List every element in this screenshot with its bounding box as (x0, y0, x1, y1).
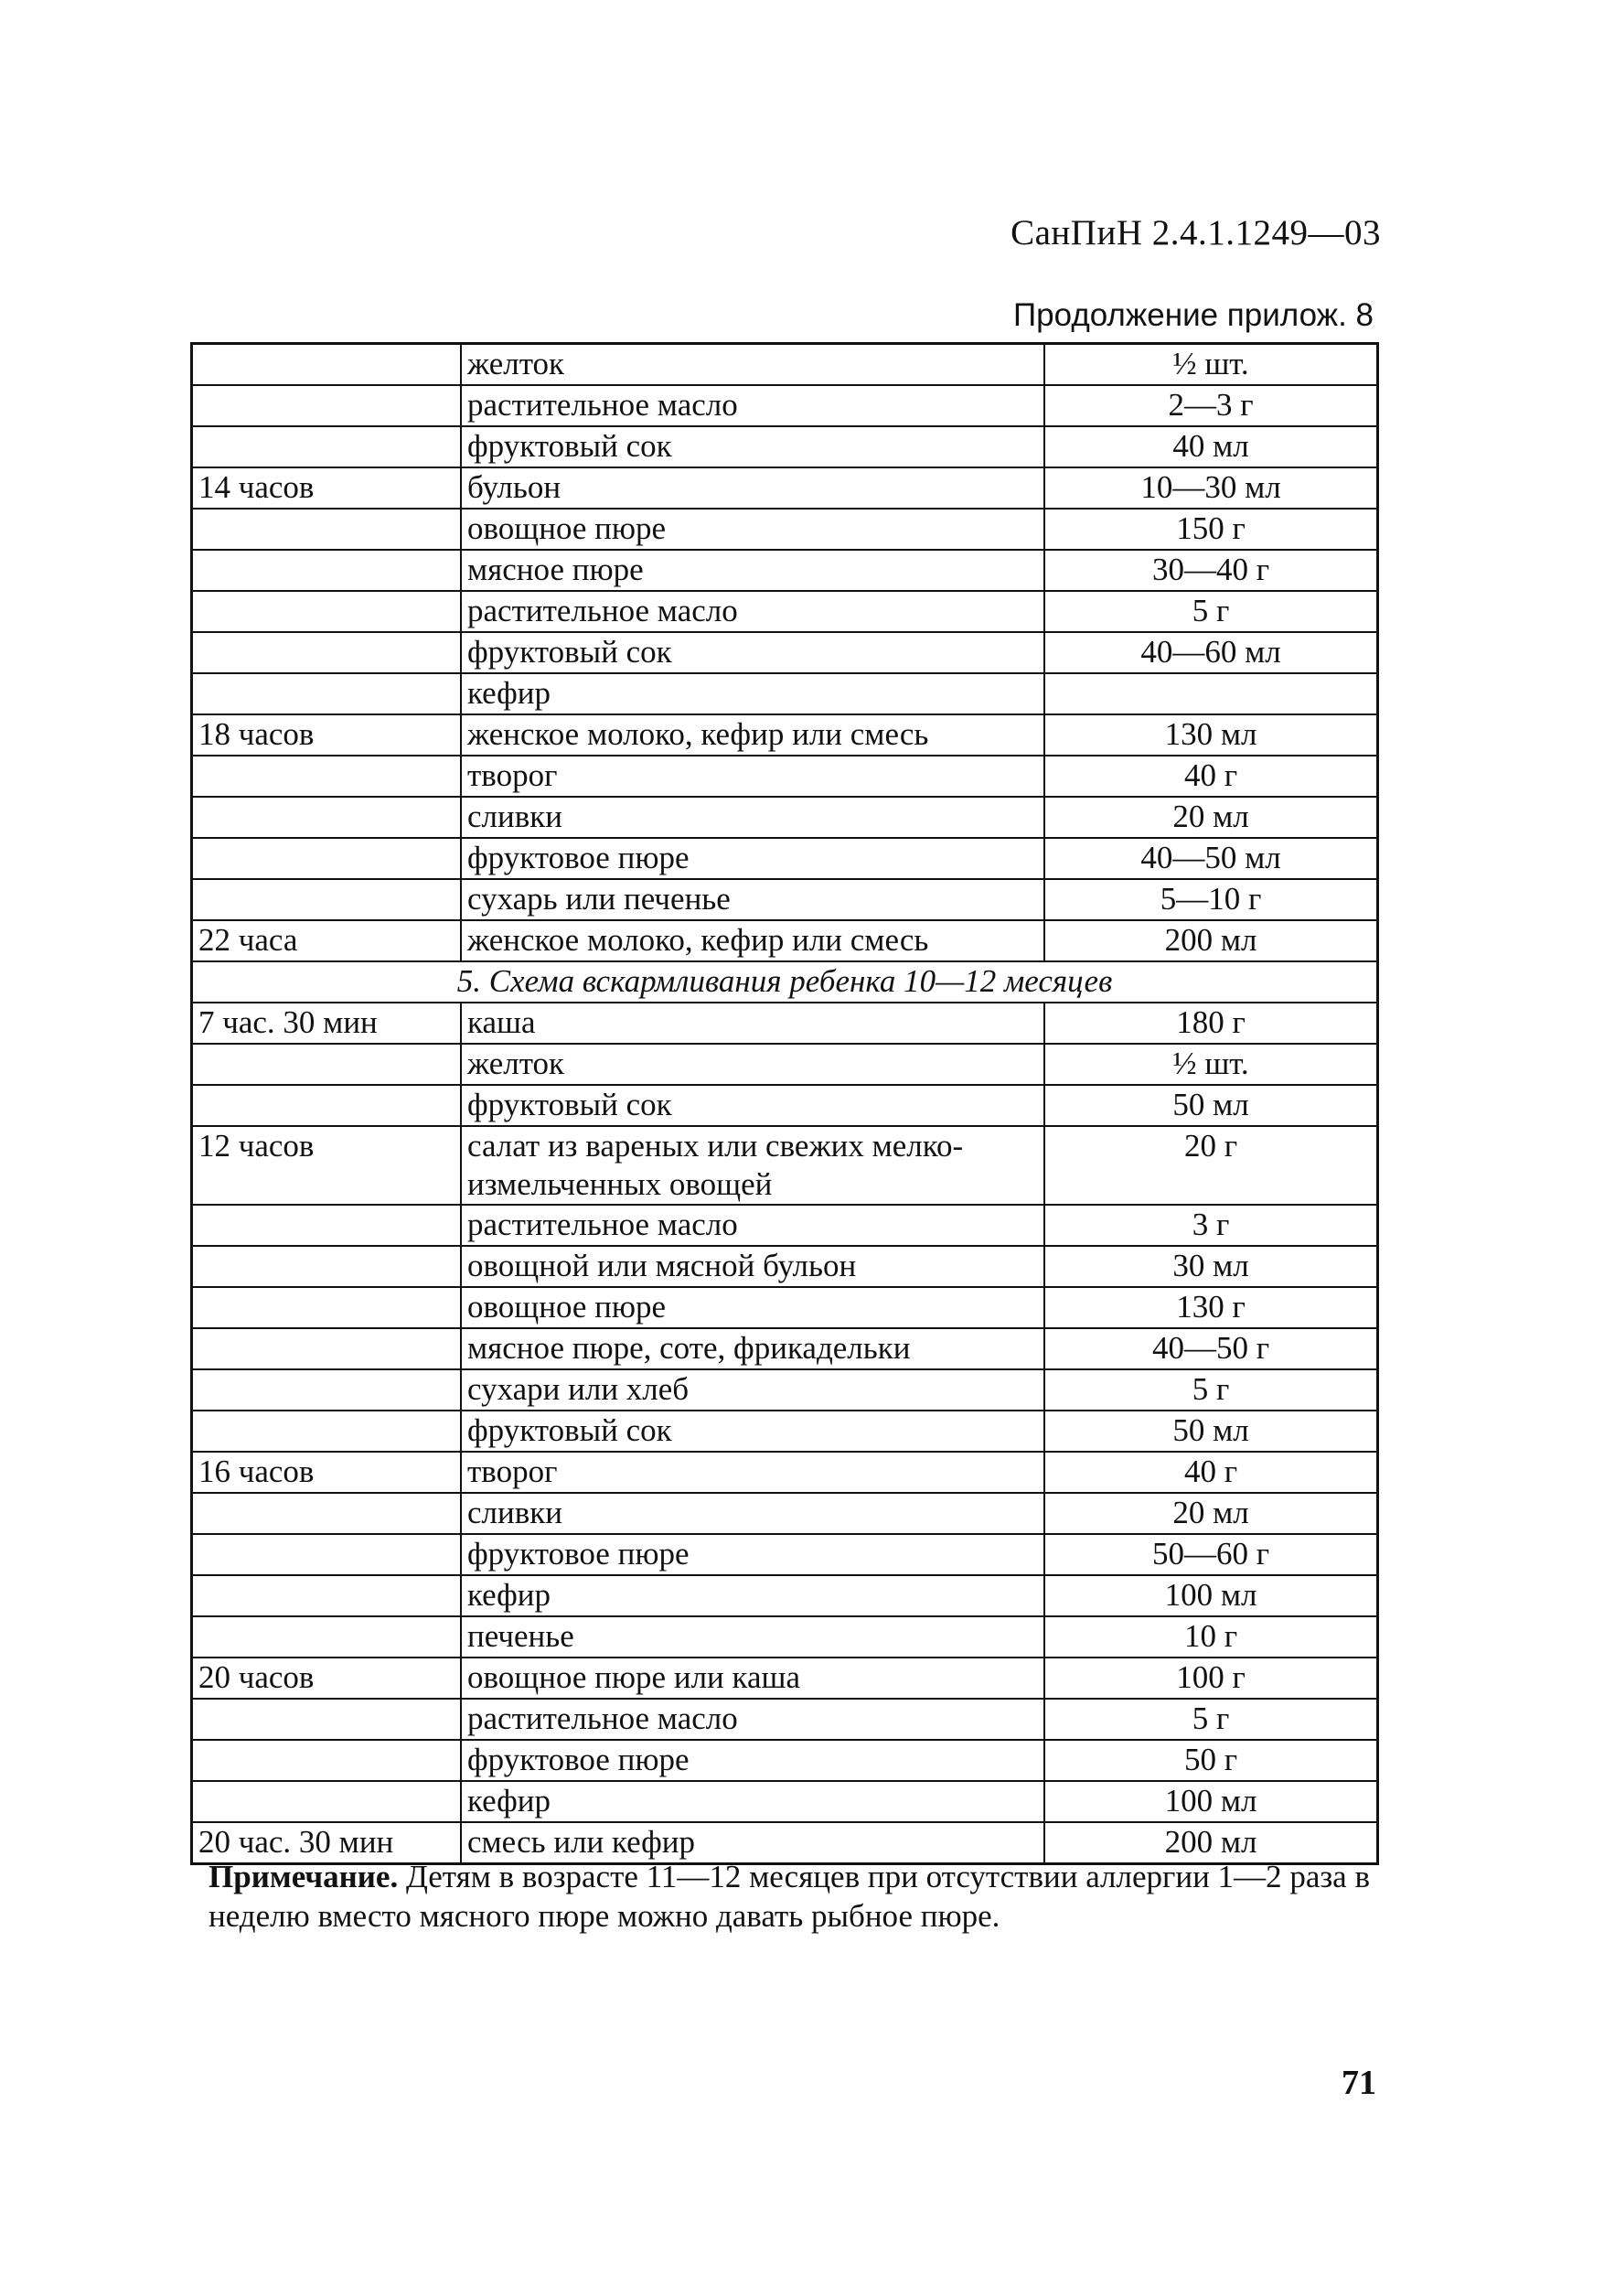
time-cell: 12 часов (192, 1126, 462, 1205)
amount-cell: ½ шт. (1044, 1044, 1378, 1085)
food-cell: растительное масло (461, 385, 1044, 426)
time-cell (192, 1699, 462, 1740)
food-cell: растительное масло (461, 1205, 1044, 1246)
amount-cell: 2—3 г (1044, 385, 1378, 426)
food-cell: желток (461, 344, 1044, 386)
table-row (192, 550, 1378, 591)
table-body-top (192, 344, 1378, 962)
time-cell: 16 часов (192, 1452, 462, 1493)
food-cell: фруктовый сок (461, 1085, 1044, 1126)
time-cell (192, 385, 462, 426)
table-row (192, 426, 1378, 467)
time-cell (192, 1781, 462, 1822)
food-cell: фруктовый сок (461, 632, 1044, 673)
table-row (192, 1616, 1378, 1658)
time-cell (192, 1287, 462, 1328)
food-cell: сливки (461, 1493, 1044, 1534)
time-cell (192, 1246, 462, 1287)
amount-cell: 180 г (1044, 1003, 1378, 1044)
time-cell (192, 1328, 462, 1369)
amount-cell: 200 мл (1044, 1822, 1378, 1864)
amount-cell: 5 г (1044, 1369, 1378, 1411)
food-cell: женское молоко, кефир или смесь (461, 714, 1044, 756)
table-section (192, 961, 1378, 1003)
amount-cell: 40—50 мл (1044, 838, 1378, 879)
food-cell: кефир (461, 1575, 1044, 1616)
table-row (192, 879, 1378, 920)
table-row (192, 1369, 1378, 1411)
table-row (192, 385, 1378, 426)
time-cell (192, 426, 462, 467)
amount-cell: 50 мл (1044, 1085, 1378, 1126)
time-cell (192, 879, 462, 920)
amount-cell: 130 г (1044, 1287, 1378, 1328)
table-row (192, 1658, 1378, 1699)
time-cell (192, 673, 462, 714)
page-number: 71 (1342, 2064, 1376, 2102)
time-cell (192, 1085, 462, 1126)
time-cell (192, 591, 462, 632)
table-row (192, 920, 1378, 961)
amount-cell: 30 мл (1044, 1246, 1378, 1287)
time-cell (192, 344, 462, 386)
time-cell: 20 часов (192, 1658, 462, 1699)
section-title: 5. Схема вскармливания ребенка 10—12 месяцев (192, 961, 1378, 1003)
food-cell: фруктовый сок (461, 426, 1044, 467)
table-row (192, 1246, 1378, 1287)
food-cell: овощное пюре (461, 509, 1044, 550)
time-cell (192, 756, 462, 797)
food-cell: фруктовый сок (461, 1411, 1044, 1452)
amount-cell: 20 мл (1044, 1493, 1378, 1534)
document-code: СанПиН 2.4.1.1249—03 (1011, 213, 1381, 252)
table-row (192, 838, 1378, 879)
food-cell: фруктовое пюре (461, 1534, 1044, 1575)
time-cell (192, 1740, 462, 1781)
food-cell: сухари или хлеб (461, 1369, 1044, 1411)
amount-cell: 130 мл (1044, 714, 1378, 756)
table-row (192, 509, 1378, 550)
amount-cell: 40—60 мл (1044, 632, 1378, 673)
food-cell: овощной или мясной бульон (461, 1246, 1044, 1287)
note-label: Примечание. (209, 1859, 399, 1894)
table-row (192, 1126, 1378, 1205)
amount-cell: 40 г (1044, 756, 1378, 797)
table-row (192, 1781, 1378, 1822)
amount-cell: 40—50 г (1044, 1328, 1378, 1369)
amount-cell: 20 г (1044, 1126, 1378, 1205)
time-cell (192, 1575, 462, 1616)
time-cell (192, 1616, 462, 1658)
food-cell: мясное пюре, соте, фрикадельки (461, 1328, 1044, 1369)
amount-cell: 5 г (1044, 591, 1378, 632)
time-cell: 14 часов (192, 467, 462, 509)
amount-cell: 30—40 г (1044, 550, 1378, 591)
food-cell: бульон (461, 467, 1044, 509)
table-row (192, 1740, 1378, 1781)
table-row (192, 673, 1378, 714)
table-row (192, 591, 1378, 632)
amount-cell (1044, 673, 1378, 714)
food-cell: салат из вареных или свежих мелко-измельченных овощей (461, 1126, 1044, 1205)
food-cell: мясное пюре (461, 550, 1044, 591)
footnote (209, 1857, 1388, 1936)
amount-cell: 50 г (1044, 1740, 1378, 1781)
table-row (192, 1085, 1378, 1126)
time-cell (192, 550, 462, 591)
food-cell: творог (461, 756, 1044, 797)
table-row (192, 714, 1378, 756)
food-cell: растительное масло (461, 1699, 1044, 1740)
food-cell: печенье (461, 1616, 1044, 1658)
food-cell: творог (461, 1452, 1044, 1493)
table-row (192, 1287, 1378, 1328)
table-row (192, 1534, 1378, 1575)
time-cell (192, 1369, 462, 1411)
time-cell (192, 838, 462, 879)
time-cell: 22 часа (192, 920, 462, 961)
table-row (192, 1699, 1378, 1740)
table-row (192, 1452, 1378, 1493)
table-row (192, 1411, 1378, 1452)
section-row (192, 961, 1378, 1003)
amount-cell: 10—30 мл (1044, 467, 1378, 509)
time-cell (192, 509, 462, 550)
table-row (192, 344, 1378, 386)
amount-cell: 40 г (1044, 1452, 1378, 1493)
amount-cell: 150 г (1044, 509, 1378, 550)
table-row (192, 1003, 1378, 1044)
food-cell: женское молоко, кефир или смесь (461, 920, 1044, 961)
note-text: Детям в возрасте 11—12 месяцев при отсутствии аллергии 1—2 раза в неделю вместо мясного пюре можно давать рыбное пюре. (209, 1859, 1370, 1934)
food-cell: растительное масло (461, 591, 1044, 632)
appendix-continuation-label: Продолжение прилож. 8 (1013, 297, 1374, 333)
food-cell: сливки (461, 797, 1044, 838)
feeding-schedule-table (190, 342, 1379, 1865)
table-row (192, 756, 1378, 797)
amount-cell: 10 г (1044, 1616, 1378, 1658)
table-body-bottom (192, 1003, 1378, 1864)
table-row (192, 1493, 1378, 1534)
amount-cell: 50—60 г (1044, 1534, 1378, 1575)
table-row (192, 1328, 1378, 1369)
amount-cell: 100 мл (1044, 1575, 1378, 1616)
amount-cell: 40 мл (1044, 426, 1378, 467)
amount-cell: 50 мл (1044, 1411, 1378, 1452)
amount-cell: 100 г (1044, 1658, 1378, 1699)
amount-cell: 5—10 г (1044, 879, 1378, 920)
food-cell: фруктовое пюре (461, 838, 1044, 879)
food-cell: овощное пюре (461, 1287, 1044, 1328)
table-row (192, 1044, 1378, 1085)
food-cell: кефир (461, 1781, 1044, 1822)
table-row (192, 1205, 1378, 1246)
time-cell (192, 1044, 462, 1085)
time-cell (192, 797, 462, 838)
time-cell (192, 1411, 462, 1452)
food-cell: смесь или кефир (461, 1822, 1044, 1864)
amount-cell: 100 мл (1044, 1781, 1378, 1822)
amount-cell: 5 г (1044, 1699, 1378, 1740)
time-cell (192, 1534, 462, 1575)
food-cell: овощное пюре или каша (461, 1658, 1044, 1699)
table-row (192, 1575, 1378, 1616)
time-cell: 18 часов (192, 714, 462, 756)
amount-cell: 3 г (1044, 1205, 1378, 1246)
time-cell (192, 1493, 462, 1534)
table-row (192, 797, 1378, 838)
table-row (192, 632, 1378, 673)
amount-cell: ½ шт. (1044, 344, 1378, 386)
food-cell: желток (461, 1044, 1044, 1085)
food-cell: кефир (461, 673, 1044, 714)
time-cell (192, 1205, 462, 1246)
table-row (192, 467, 1378, 509)
food-cell: каша (461, 1003, 1044, 1044)
amount-cell: 200 мл (1044, 920, 1378, 961)
time-cell: 20 час. 30 мин (192, 1822, 462, 1864)
amount-cell: 20 мл (1044, 797, 1378, 838)
food-cell: фруктовое пюре (461, 1740, 1044, 1781)
time-cell (192, 632, 462, 673)
food-cell: сухарь или печенье (461, 879, 1044, 920)
time-cell: 7 час. 30 мин (192, 1003, 462, 1044)
